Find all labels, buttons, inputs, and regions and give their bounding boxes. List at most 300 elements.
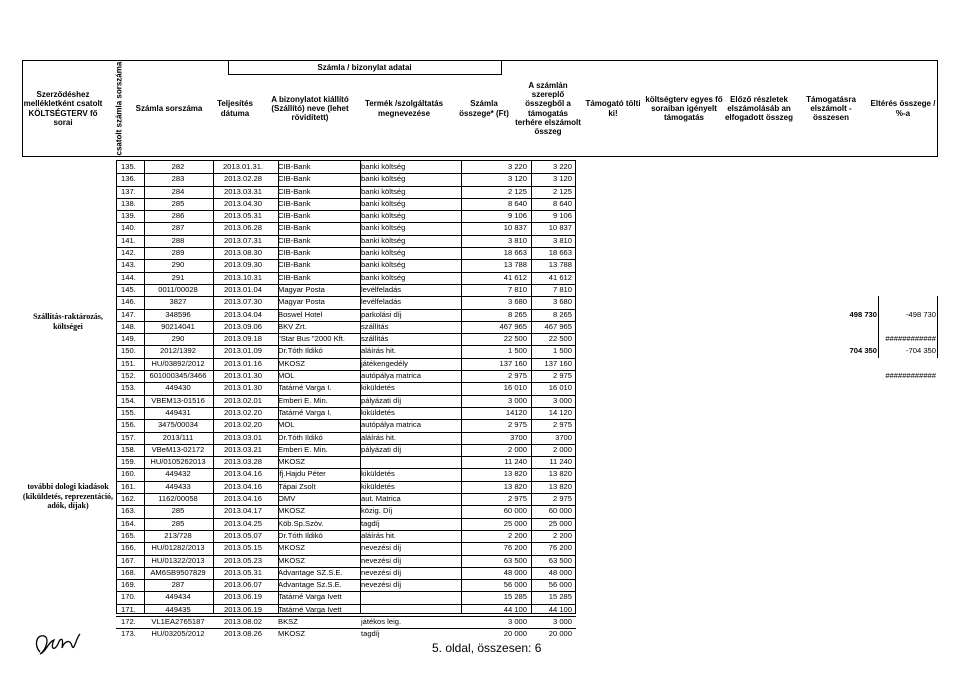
- cell-amount: 60 000: [503, 506, 527, 516]
- cell-date: 2013.04.04: [223, 309, 262, 319]
- table-row: [116, 432, 938, 444]
- col-header-invoice-number: Számla sorszáma: [135, 103, 203, 113]
- cell-idx: 149.: [121, 334, 136, 344]
- cell-date: 2013.01.30: [223, 383, 262, 393]
- cell-amount: 48 000: [503, 567, 527, 577]
- cell-vendor: MKOSZ: [278, 358, 306, 368]
- cell-num: 449433: [165, 481, 191, 491]
- cell-desc: banki költség: [361, 248, 406, 258]
- table-row: [116, 555, 938, 567]
- cell-num: 290: [171, 334, 185, 344]
- cell-amount: 3 680: [507, 297, 527, 307]
- table-row: [116, 419, 938, 431]
- table-row: [116, 198, 938, 210]
- cell-claimed: 2 975: [552, 371, 572, 381]
- cell-desc: nevezési díj: [361, 580, 402, 590]
- cell-date: 2013.02.20: [223, 407, 262, 417]
- cell-desc: banki költség: [361, 174, 406, 184]
- cell-num: 449434: [165, 592, 191, 602]
- cell-num: 290: [171, 260, 185, 270]
- cell-num: 2012/1392: [160, 346, 196, 356]
- cell-claimed: 41 612: [548, 272, 572, 282]
- cell-idx: 148.: [121, 321, 136, 331]
- cell-claimed: 3 000: [552, 395, 572, 405]
- cell-claimed: 76 200: [548, 543, 572, 553]
- cell-amount: 10 837: [503, 223, 527, 233]
- table-row: [116, 468, 938, 480]
- cell-claimed: 137 160: [544, 358, 572, 368]
- cell-num: 287: [171, 580, 185, 590]
- cell-num: HU/03205/2012: [151, 629, 205, 639]
- cell-desc: banki költség: [361, 198, 406, 208]
- cell-amount: 2 975: [507, 494, 527, 504]
- cell-claimed: 2 000: [552, 444, 572, 454]
- cell-desc: banki költség: [361, 211, 406, 221]
- cell-claimed: 13 820: [548, 481, 572, 491]
- cell-date: 2013.04.16: [223, 469, 262, 479]
- table-row: [116, 382, 938, 394]
- cell-desc: kiküldetés: [361, 469, 395, 479]
- cell-vendor: MKOSZ: [278, 543, 306, 553]
- cell-vendor: CIB-Bank: [278, 186, 311, 196]
- cell-num: 285: [171, 506, 185, 516]
- cell-idx: 156.: [121, 420, 136, 430]
- table-row: [116, 395, 938, 407]
- cell-date: 2013.05.23: [223, 555, 262, 565]
- cell-vendor: Boswel Hotel: [278, 309, 323, 319]
- cell-desc: kiküldetés: [361, 383, 395, 393]
- cell-diff: -498 730: [906, 309, 936, 319]
- cell-num: 3475/00034: [157, 420, 199, 430]
- cell-date: 2013.02.20: [223, 420, 262, 430]
- table-row: [116, 186, 938, 198]
- cell-num: 0011/00028: [158, 284, 198, 294]
- cell-claimed: 63 500: [548, 555, 572, 565]
- cell-claimed: 8 640: [552, 198, 572, 208]
- cell-idx: 162.: [121, 494, 136, 504]
- table-row: [116, 579, 938, 591]
- cell-claimed: 10 837: [548, 223, 572, 233]
- cell-date: 2013.01.16: [223, 358, 262, 368]
- cell-num: 286: [171, 211, 185, 221]
- table-row: [116, 173, 938, 185]
- cell-num: HU/0105262013: [150, 457, 206, 467]
- cell-amount: 11 240: [504, 457, 527, 467]
- cell-date: 2013.10.31: [223, 272, 262, 282]
- cell-vendor: CIB-Bank: [278, 174, 311, 184]
- cell-desc: szállítás: [361, 321, 389, 331]
- cell-desc: tagdíj: [361, 629, 380, 639]
- cell-vendor: BKSZ: [278, 616, 298, 626]
- table-row: [116, 591, 938, 603]
- cell-date: 2013.04.17: [223, 506, 262, 516]
- cell-date: 2013.05.31: [223, 567, 262, 577]
- cell-vendor: Magyar Posta: [278, 284, 325, 294]
- cell-diff: ############: [885, 334, 936, 344]
- cell-desc: közig. Díj: [361, 506, 393, 516]
- invoice-group-title: Számla / bizonylat adatai: [317, 63, 412, 73]
- cell-claimed: 1 500: [552, 346, 572, 356]
- cell-amount: 7 810: [507, 284, 527, 294]
- cell-date: 2013.06.19: [223, 604, 262, 614]
- cell-vendor: Köb.Sp.Szöv.: [278, 518, 324, 528]
- cell-num: 284: [171, 186, 185, 196]
- table-header: [22, 60, 938, 157]
- cell-amount: 63 500: [503, 555, 527, 565]
- col-header-issuer: A bizonylatot kiállító (Szállító) neve (lehet rövidített): [271, 94, 349, 123]
- cell-date: 2013.06.19: [223, 592, 262, 602]
- cell-desc: játékos leig.: [361, 616, 402, 626]
- cell-desc: aláírás hit.: [361, 432, 397, 442]
- cell-claimed: 13 820: [548, 469, 572, 479]
- cell-date: 2013.04.30: [223, 198, 262, 208]
- table-row: [116, 616, 938, 628]
- cell-idx: 141.: [121, 235, 136, 245]
- cell-num: 601000345/3466: [149, 371, 207, 381]
- cell-amount: 2 200: [507, 530, 527, 540]
- cell-amount: 3 810: [507, 235, 527, 245]
- cell-claimed: 25 000: [548, 518, 572, 528]
- cell-desc: levélfeladás: [361, 297, 402, 307]
- col-header-product: Termék /szolgáltatás megnevezése: [364, 99, 444, 118]
- table-row: [116, 284, 938, 296]
- cell-claimed: 22 500: [548, 334, 572, 344]
- cell-date: 2013.03.31: [223, 186, 262, 196]
- cell-vendor: MOL: [278, 420, 295, 430]
- cell-num: 348596: [165, 309, 191, 319]
- cell-claimed: 2 200: [552, 530, 572, 540]
- cell-date: 2013.03.01: [223, 432, 262, 442]
- cell-idx: 140.: [121, 223, 136, 233]
- cell-idx: 161.: [121, 481, 136, 491]
- cell-desc: tagdíj: [361, 518, 380, 528]
- cell-claimed: 3 220: [552, 162, 572, 171]
- cell-desc: aut. Matrica: [361, 494, 401, 504]
- cell-desc: nevezési díj: [361, 567, 402, 577]
- cell-vendor: ifj.Hajdu Péter: [278, 469, 326, 479]
- cell-desc: kiküldetés: [361, 481, 395, 491]
- cell-num: 449435: [165, 604, 191, 614]
- cell-date: 2013.09.06: [223, 321, 262, 331]
- cell-num: VL1EA2765187: [151, 616, 205, 626]
- cell-vendor: BKV Zrt.: [278, 321, 307, 331]
- cell-amount: 1 500: [507, 346, 527, 356]
- table-row: [116, 456, 938, 468]
- cell-desc: kiküldetés: [361, 407, 395, 417]
- cell-idx: 136.: [121, 174, 136, 184]
- table-row: [116, 628, 938, 640]
- table-row: [116, 222, 938, 234]
- cell-amount: 13 820: [503, 481, 527, 491]
- col-header-completion-date: Teljesítés dátuma: [217, 99, 253, 118]
- cell-amount: 44 100: [503, 604, 527, 614]
- table-row: [116, 542, 938, 554]
- cell-amount: 22 500: [503, 334, 527, 344]
- cell-amount: 41 612: [503, 272, 527, 282]
- table-row: [116, 370, 938, 382]
- cell-amount: 2 975: [507, 420, 527, 430]
- cell-vendor: CIB-Bank: [278, 198, 311, 208]
- cell-date: 2013.04.16: [223, 494, 262, 504]
- table-row: [116, 481, 938, 493]
- cell-idx: 150.: [121, 346, 136, 356]
- cell-pa: 498 730: [849, 309, 877, 319]
- cell-idx: 153.: [121, 383, 136, 393]
- cell-claimed: 8 265: [552, 309, 572, 319]
- cell-amount: 15 285: [503, 592, 527, 602]
- cell-num: 1162/00058: [158, 494, 198, 504]
- cell-num: HU/01322/2013: [151, 555, 205, 565]
- cell-vendor: OMV: [278, 494, 296, 504]
- cell-vendor: Dr.Tóth Ildikó: [278, 530, 323, 540]
- cell-vendor: MKOSZ: [278, 457, 306, 467]
- cell-amount: 467 965: [499, 321, 527, 331]
- cell-claimed: 11 240: [549, 457, 572, 467]
- table-row: [116, 604, 938, 616]
- signature-icon: [30, 628, 86, 662]
- cell-num: VBeM13-02172: [151, 444, 205, 454]
- table-row: [116, 210, 938, 222]
- cell-date: 2013.05.07: [223, 530, 262, 540]
- cell-amount: 3700: [510, 432, 527, 442]
- cell-vendor: CIB-Bank: [278, 223, 311, 233]
- table-row: [116, 296, 938, 308]
- cell-num: 2013/111: [162, 432, 194, 442]
- cell-desc: pályázati díj: [361, 395, 402, 405]
- cell-vendor: MOL: [278, 371, 295, 381]
- table-row: [116, 567, 938, 579]
- cell-amount: 3 120: [507, 174, 527, 184]
- cell-claimed: 3 810: [552, 235, 572, 245]
- cell-idx: 155.: [121, 407, 136, 417]
- table-row: [116, 444, 938, 456]
- cell-vendor: Dr.Tóth Ildikó: [278, 432, 323, 442]
- cell-claimed: 60 000: [548, 506, 572, 516]
- cell-claimed: 3 680: [552, 297, 572, 307]
- cell-idx: 144.: [121, 272, 136, 282]
- cell-vendor: MKOSZ: [278, 506, 306, 516]
- cell-idx: 167.: [121, 555, 136, 565]
- table-row: [116, 407, 938, 419]
- cell-num: 289: [171, 248, 185, 258]
- col-header-contract: Szerződéshez mellékletként csatolt KÖLTSÉGTERV fő sorai: [23, 90, 103, 127]
- cell-desc: banki költség: [361, 223, 406, 233]
- cell-amount: 3 000: [507, 395, 527, 405]
- cell-amount: 2 000: [507, 444, 527, 454]
- cell-num: 449432: [165, 469, 191, 479]
- cell-idx: 157.: [121, 432, 136, 442]
- cell-idx: 158.: [121, 444, 136, 454]
- cell-idx: 151.: [121, 358, 136, 368]
- table-row: [116, 235, 938, 247]
- cell-idx: 146.: [121, 297, 136, 307]
- cell-vendor: "Star Bus "2000 Kft.: [278, 334, 346, 344]
- cell-desc: nevezési díj: [361, 555, 402, 565]
- col-header-difference: Eltérés összege / %-a: [870, 99, 936, 118]
- cell-num: 285: [171, 518, 185, 528]
- cell-claimed: 3 120: [552, 174, 572, 184]
- cell-vendor: Tatárné Varga Ivett: [278, 604, 342, 614]
- cell-desc: banki költség: [361, 186, 406, 196]
- cell-idx: 169.: [121, 580, 136, 590]
- cell-date: 2013.02.28: [223, 174, 262, 184]
- cell-claimed: 2 975: [552, 494, 572, 504]
- table-row: [116, 518, 938, 530]
- col-header-budget: költségterv egyes fő soraiban igényelt támogatás: [645, 94, 723, 123]
- cell-amount: 13 820: [503, 469, 527, 479]
- cell-idx: 138.: [121, 198, 136, 208]
- group-label-other-expenses: további dologi kiadások (kiküldetés, reprezentáció, adók, díjak): [22, 482, 114, 511]
- cell-num: 283: [171, 174, 185, 184]
- cell-vendor: Tatárné Varga I.: [278, 383, 332, 393]
- cell-desc: autópálya matrica: [361, 420, 421, 430]
- cell-num: AM6SB9507829: [150, 567, 206, 577]
- cell-desc: banki költség: [361, 260, 406, 270]
- table-row: [116, 309, 938, 321]
- cell-amount: 20 000: [503, 629, 527, 639]
- cell-claimed: 3 000: [552, 616, 572, 626]
- cell-idx: 165.: [121, 530, 136, 540]
- cell-claimed: 18 663: [548, 248, 572, 258]
- cell-date: 2013.01.31.: [222, 162, 264, 171]
- cell-idx: 160.: [121, 469, 136, 479]
- cell-amount: 8 265: [507, 309, 527, 319]
- table-row: [116, 333, 938, 345]
- cell-idx: 172.: [121, 616, 136, 626]
- cell-num: 90214041: [161, 321, 195, 331]
- cell-idx: 170.: [121, 592, 136, 602]
- cell-idx: 137.: [121, 186, 136, 196]
- cell-amount: 76 200: [503, 543, 527, 553]
- cell-idx: 171.: [121, 604, 136, 614]
- table-row: [116, 161, 938, 173]
- col-header-serial: csatolt számla sorszáma: [114, 61, 124, 156]
- cell-vendor: Advantage SZ.S.E.: [278, 567, 343, 577]
- table-body: [116, 161, 938, 641]
- cell-date: 2013.05.15: [223, 543, 262, 553]
- cell-date: 2013.01.30: [223, 371, 262, 381]
- cell-date: 2013.05.31: [223, 211, 262, 221]
- cell-vendor: Advantage Sz.S.E.: [278, 580, 342, 590]
- cell-claimed: 20 000: [548, 629, 572, 639]
- cell-date: 2013.01.04: [223, 284, 262, 294]
- page-footer: 5. oldal, összesen: 6: [432, 641, 542, 655]
- cell-date: 2013.03.28: [223, 457, 262, 467]
- cell-amount: 3 000: [507, 616, 527, 626]
- cell-vendor: CIB-Bank: [278, 260, 311, 270]
- cell-vendor: Tápai Zsolt: [278, 481, 316, 491]
- cell-idx: 139.: [121, 211, 136, 221]
- col-header-amount: Számla összege* (Ft): [459, 99, 509, 118]
- cell-amount: 2 975: [507, 371, 527, 381]
- cell-desc: levélfeladás: [361, 284, 402, 294]
- cell-desc: pályázati díj: [361, 444, 402, 454]
- cell-claimed: 15 285: [548, 592, 572, 602]
- cell-amount: 56 000: [503, 580, 527, 590]
- cell-amount: 13 788: [503, 260, 527, 270]
- cell-diff: -704 350: [906, 346, 936, 356]
- cell-num: 449431: [165, 407, 191, 417]
- cell-claimed: 2 125: [552, 186, 572, 196]
- col-header-accepted: Támogatásra elszámolt - összesen: [806, 94, 856, 123]
- cell-date: 2013.02.01: [223, 395, 262, 405]
- table-row: [116, 247, 938, 259]
- table-row: [116, 493, 938, 505]
- cell-date: 2013.09.18: [223, 334, 262, 344]
- cell-date: 2013.08.02: [223, 616, 262, 626]
- cell-amount: 9 106: [507, 211, 527, 221]
- cell-claimed: 7 810: [552, 284, 572, 294]
- cell-vendor: Dr.Tóth Ildikó: [278, 346, 323, 356]
- cell-idx: 173.: [121, 629, 136, 639]
- cell-claimed: 48 000: [548, 567, 572, 577]
- cell-desc: szállítás: [361, 334, 389, 344]
- col-header-fill: Támogató tölti ki!: [585, 99, 641, 118]
- cell-desc: banki költség: [361, 235, 406, 245]
- cell-amount: 8 640: [507, 198, 527, 208]
- cell-idx: 135.: [121, 162, 136, 171]
- cell-date: 2013.09.30: [223, 260, 262, 270]
- cell-desc: parkolási díj: [361, 309, 402, 319]
- cell-vendor: CIB-Bank: [278, 211, 311, 221]
- cell-desc: banki költség: [361, 162, 406, 171]
- cell-date: 2013.03.21: [223, 444, 262, 454]
- cell-idx: 159.: [121, 457, 136, 467]
- cell-vendor: CIB-Bank: [278, 248, 311, 258]
- cell-idx: 142.: [121, 248, 136, 258]
- cell-date: 2013.07.30: [223, 297, 262, 307]
- table-row: [116, 530, 938, 542]
- cell-claimed: 56 000: [548, 580, 572, 590]
- table-row: [116, 259, 938, 271]
- cell-vendor: CIB-Bank: [278, 162, 311, 171]
- cell-vendor: Tatárné Varga I.: [278, 407, 332, 417]
- cell-claimed: 3700: [555, 432, 572, 442]
- table-row: [116, 358, 938, 370]
- cell-claimed: 44 100: [548, 604, 572, 614]
- cell-claimed: 16 010: [548, 383, 572, 393]
- cell-date: 2013.06.07: [223, 580, 262, 590]
- cell-num: 449430: [165, 383, 191, 393]
- cell-amount: 14120: [505, 407, 527, 417]
- cell-num: VBEM13-01516: [151, 395, 205, 405]
- cell-idx: 152.: [121, 371, 136, 381]
- cell-num: HU/01282/2013: [151, 543, 205, 553]
- cell-idx: 143.: [121, 260, 136, 270]
- cell-amount: 25 000: [503, 518, 527, 528]
- cell-date: 2013.06.28: [223, 223, 262, 233]
- cell-num: 287: [171, 223, 185, 233]
- cell-desc: játékengedély: [361, 358, 408, 368]
- cell-idx: 154.: [121, 395, 136, 405]
- cell-idx: 163.: [121, 506, 136, 516]
- cell-idx: 166.: [121, 543, 136, 553]
- table-row: [116, 272, 938, 284]
- cell-amount: 18 663: [503, 248, 527, 258]
- cell-amount: 3 220: [507, 162, 527, 171]
- cell-pa: 704 350: [849, 346, 877, 356]
- cell-vendor: CIB-Bank: [278, 235, 311, 245]
- cell-desc: autópálya matrica: [361, 371, 421, 381]
- table-row: [116, 321, 938, 333]
- cell-claimed: 9 106: [552, 211, 572, 221]
- cell-vendor: MKOSZ: [278, 555, 306, 565]
- cell-vendor: CIB-Bank: [278, 272, 311, 282]
- cell-num: 282: [171, 162, 185, 171]
- cell-idx: 147.: [121, 309, 136, 319]
- col-header-claimed: A számlán szereplő összegből a támogatás terhére elszámolt összeg: [515, 80, 581, 136]
- cell-vendor: Tatárné Varga Ivett: [278, 592, 342, 602]
